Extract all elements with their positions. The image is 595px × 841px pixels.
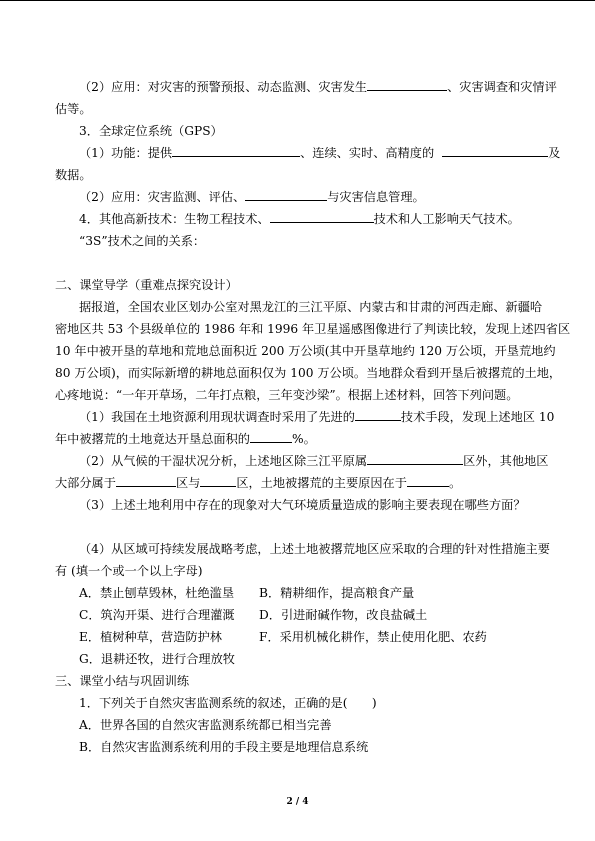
option-f: F．采用机械化耕作，禁止使用化肥、农药 — [259, 630, 487, 644]
text: （2）应用：灾害监测、评估、 — [79, 190, 246, 204]
material-line: 心疼地说：“一年开草场，二年打点粮，三年变沙梁”。根据上述材料，回答下列问题。 — [55, 388, 519, 402]
text: （1）我国在土地资源利用现状调查时采用了先进的 — [79, 410, 355, 424]
gps-function-line — [55, 142, 561, 164]
text: 、连续、实时、高精度的 — [300, 146, 435, 160]
option-row — [55, 626, 545, 648]
top-border — [0, 0, 595, 1]
page-content — [55, 76, 571, 758]
section-2-heading: 二、课堂导学（重难点探究设计） — [55, 278, 238, 292]
gps-title: 3．全球定位系统（GPS） — [79, 124, 223, 138]
answer-blank — [270, 209, 374, 223]
material-line: 80 万公顷)，而实际新增的耕地总面积仅为 100 万公顷。当地群众看到开垦后被撂荒的土地， — [55, 366, 562, 380]
material-line: 密地区共 53 个县级单位的 1986 年和 1996 年卫星遥感图像进行了判读比较，发现上述四省区 — [55, 322, 571, 336]
text: 年中被撂荒的土地竟达开垦总面积的 — [55, 432, 250, 446]
answer-blank — [116, 473, 176, 487]
exercise-1-option-b: B．自然灾害监测系统利用的手段主要是地理信息系统 — [79, 740, 369, 754]
option-b: B．精耕细作，提高粮食产量 — [259, 586, 415, 600]
option-row — [55, 648, 545, 670]
gps-application-line — [55, 186, 545, 208]
option-row — [55, 582, 545, 604]
material-line: 10 年中被开垦的草地和荒地总面积近 200 万公顷(其中开垦草地约 120 万公顷，开垦荒地约 — [55, 344, 556, 358]
answer-blank — [172, 143, 300, 157]
material-line: 据报道，全国农业区划办公室对黑龙江的三江平原、内蒙古和甘肃的河西走廊、新疆哈 — [79, 300, 543, 314]
text: 区，土地被撂荒的主要原因在于 — [236, 476, 407, 490]
text: （1）功能：提供 — [79, 146, 173, 160]
text: 4．其他高新技术：生物工程技术、 — [79, 212, 270, 226]
question-2-cont — [55, 472, 545, 494]
option-a: A．禁止刨草毁林，杜绝滥垦 — [79, 586, 235, 600]
answer-blank — [367, 77, 447, 91]
section-3-heading: 三、课堂小结与巩固训练 — [55, 674, 190, 688]
text: 。 — [448, 476, 462, 490]
text: 技术手段，发现上述地区 10 — [400, 410, 555, 424]
text: 技术和人工影响天气技术。 — [373, 212, 520, 226]
option-g: G．退耕还牧，进行合理放牧 — [79, 652, 235, 666]
text: （2）从气候的干湿状况分析，上述地区除三江平原属 — [79, 454, 368, 468]
text: 大部分属于 — [55, 476, 116, 490]
text: 与灾害信息管理。 — [327, 190, 425, 204]
answer-blank — [367, 451, 463, 465]
page-number: 2 / 4 — [286, 797, 309, 807]
rs-application-line — [55, 76, 557, 98]
option-d: D．引进耐碱作物，改良盐碱土 — [259, 608, 428, 622]
question-1-cont — [55, 428, 545, 450]
text: %。 — [292, 432, 316, 446]
text: 、灾害调查和灾情评 — [447, 80, 557, 94]
question-1-line — [55, 406, 555, 428]
text: 区外，其他地区 — [463, 454, 549, 468]
3s-relation: “3S”技术之间的关系： — [79, 234, 206, 248]
question-3: （3）上述土地利用中存在的现象对大气环境质量造成的影响主要表现在哪些方面？ — [79, 498, 526, 512]
answer-blank — [200, 473, 236, 487]
answer-blank — [245, 187, 327, 201]
exercise-1: 1．下列关于自然灾害监测系统的叙述，正确的是( ) — [79, 696, 377, 710]
question-2-line — [55, 450, 549, 472]
option-e: E．植树种草，营造防护林 — [79, 630, 222, 644]
text: 及 — [548, 146, 561, 160]
answer-blank — [250, 429, 292, 443]
text: （2）应用：对灾害的预警预报、动态监测、灾害发生 — [79, 80, 368, 94]
exercise-1-option-a: A．世界各国的自然灾害监测系统都已相当完善 — [79, 718, 332, 732]
answer-blank — [407, 473, 449, 487]
answer-blank — [355, 407, 401, 421]
text: 区与 — [175, 476, 201, 490]
option-row — [55, 604, 545, 626]
rs-application-cont: 估等。 — [55, 102, 92, 116]
question-4: （4）从区域可持续发展战略考虑，上述土地被撂荒地区应采取的合理的针对性措施主要 — [79, 542, 550, 556]
answer-blank — [442, 143, 548, 157]
option-c: C．筑沟开渠、进行合理灌溉 — [79, 608, 235, 622]
question-4-cont: 有 (填一个或一个以上字母) — [55, 564, 203, 578]
gps-function-cont: 数据。 — [55, 168, 92, 182]
other-tech-line — [55, 208, 545, 230]
